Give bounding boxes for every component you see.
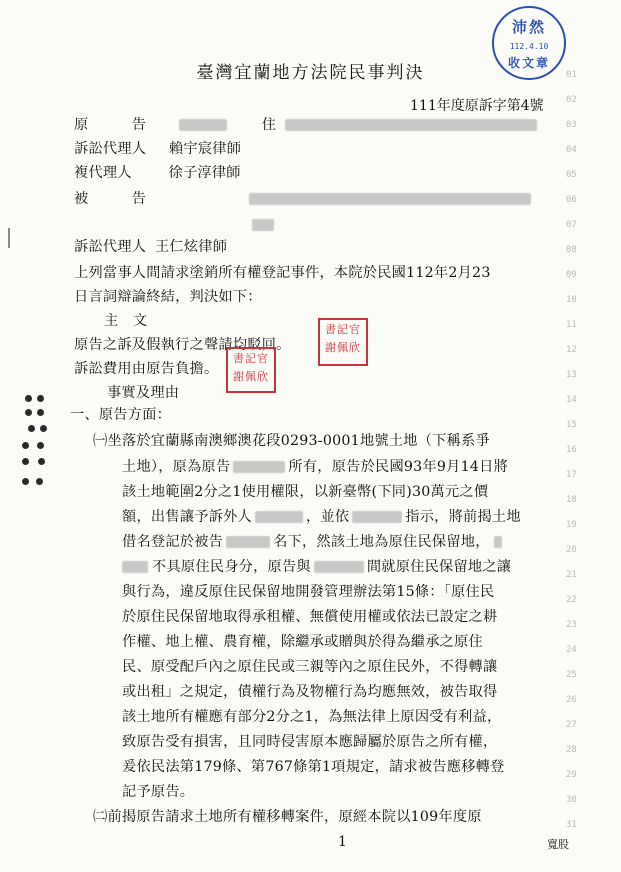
plaintiff-label: 原 告 (74, 117, 147, 133)
line-number: 21 (566, 570, 577, 580)
margin-mark (8, 228, 10, 248)
agent-label: 訴訟代理人 (74, 141, 147, 157)
line-number: 07 (566, 220, 577, 230)
para1-line-9: 作權、地上權、農育權，除繼承或贈與於得為繼承之原住 (122, 634, 483, 650)
defendant-label: 被 告 (74, 191, 147, 207)
page-number: 1 (338, 834, 347, 850)
redacted-name (352, 511, 402, 523)
para1-line-2 (122, 458, 508, 476)
redacted-defendant-line2 (252, 214, 274, 233)
line-number: 23 (566, 620, 577, 630)
para1-line-7: 與行為，違反原住民保留地開發管理辦法第15條：「原住民 (122, 584, 495, 600)
redacted-defendant (249, 193, 531, 205)
defendant-agent-name: 王仁炫律師 (154, 239, 228, 255)
line-number: 28 (566, 745, 577, 755)
facts-heading: 事實及理由 (107, 385, 180, 401)
line-number: 19 (566, 520, 577, 530)
line-number: 11 (566, 320, 577, 330)
intro-line-2: 日言詞辯論終結，判決如下： (74, 289, 262, 305)
line-number: 18 (566, 495, 577, 505)
para1-line-1: ㈠坐落於宜蘭縣南澳鄉澳花段0293-0001地號土地（下稱系爭 (93, 433, 490, 449)
redacted-name (226, 536, 270, 548)
seal-title: 書記官 (233, 352, 269, 365)
para1-text: 土地），原為原告 (122, 459, 231, 475)
sub-agent-label: 複代理人 (74, 165, 132, 181)
line-number: 04 (566, 145, 577, 155)
intro-line-1: 上列當事人間請求塗銷所有權登記事件，本院於民國112年2月23 (74, 265, 491, 281)
para1-text: 指示，將前揭土地 (405, 509, 521, 525)
line-number: 16 (566, 445, 577, 455)
para1-line-11: 或出租」之規定，債權行為及物權行為均應無效，被告取得 (122, 684, 498, 700)
section-heading: 一、原告方面： (70, 407, 172, 423)
para1-text: 額，出售讓予訴外人 (122, 509, 252, 525)
para1-text: ，並依 (305, 509, 350, 525)
defendant-agent-label: 訴訟代理人 (74, 239, 147, 255)
para1-line-6 (122, 558, 511, 576)
redacted-name (494, 536, 502, 548)
line-number: 10 (566, 295, 577, 305)
main-text-2: 訴訟費用由原告負擔。 (74, 361, 219, 377)
line-number: 27 (566, 720, 577, 730)
stamp-label: 收文章 (507, 56, 550, 70)
para1-text: 名下，然該土地為原住民保留地， (273, 534, 490, 550)
line-number: 01 (566, 70, 577, 80)
seal-name: 謝佩欣 (233, 370, 269, 383)
sub-agent-name: 徐子淳律師 (168, 165, 241, 181)
para1-text: 所有，原告於民國93年9月14日將 (288, 459, 509, 475)
para2-line-1: ㈡前揭原告請求土地所有權移轉案件，原經本院以109年度原 (93, 809, 482, 825)
line-number: 22 (566, 595, 577, 605)
line-number: 15 (566, 420, 577, 430)
line-number: 05 (566, 170, 577, 180)
line-number: 14 (566, 395, 577, 405)
para1-text: 間就原住民保留地之讓 (366, 559, 512, 575)
line-number: 31 (566, 820, 577, 830)
para1-line-5 (122, 533, 502, 551)
main-heading: 主 文 (104, 313, 148, 329)
line-number: 17 (566, 470, 577, 480)
stamp-date: 112.4.10 (509, 42, 549, 51)
para1-line-3: 該土地範圍2分之1使用權限，以新臺幣(下同)30萬元之價 (122, 484, 489, 500)
para1-line-13: 致原告受有損害，且同時侵害原本應歸屬於原告之所有權， (122, 734, 498, 750)
agent-name: 賴宇宸律師 (168, 141, 242, 157)
main-text-1: 原告之訴及假執行之聲請均駁回。 (74, 337, 291, 353)
plaintiff-row (74, 116, 537, 134)
seal-name: 謝佩欣 (325, 341, 361, 354)
line-number: 09 (566, 270, 577, 280)
agent-row (74, 140, 241, 158)
document-title: 臺灣宜蘭地方法院民事判決 (196, 63, 425, 83)
seal-title: 書記官 (325, 323, 361, 336)
line-number: 08 (566, 245, 577, 255)
para1-line-12: 該土地所有權應有部分2分之1，為無法律上原因受有利益， (122, 709, 502, 725)
redacted-plaintiff-name (179, 119, 227, 131)
defendant-row (74, 190, 531, 208)
para1-text: 借名登記於被告 (122, 534, 224, 550)
redacted-name (233, 461, 285, 473)
address-label: 住 (261, 117, 277, 133)
redacted-address (285, 119, 537, 131)
line-number: 24 (566, 645, 577, 655)
redacted-name (314, 561, 364, 573)
line-number: 30 (566, 795, 577, 805)
line-number: 20 (566, 545, 577, 555)
case-number: 111年度原訴字第4號 (410, 98, 544, 114)
defendant-agent-row (74, 238, 227, 256)
sub-agent-row (74, 164, 241, 182)
line-number: 26 (566, 695, 577, 705)
para1-line-14: 爰依民法第179條、第767條第1項規定，請求被告應移轉登 (122, 759, 505, 775)
para1-text: 不具原住民身分，原告與 (152, 559, 311, 575)
line-number: 29 (566, 770, 577, 780)
redacted-name (122, 561, 148, 573)
line-number: 02 (566, 95, 577, 105)
para1-line-8: 於原住民保留地取得承租權、無償使用權或依法已設定之耕 (122, 609, 498, 625)
line-number: 03 (566, 120, 577, 130)
line-number: 12 (566, 345, 577, 355)
line-number: 06 (566, 195, 577, 205)
para1-line-15: 記予原告。 (122, 784, 195, 800)
para1-line-10: 民、原受配戶內之原住民或三親等內之原住民外，不得轉讓 (122, 659, 498, 675)
line-number: 25 (566, 670, 577, 680)
clerk-seal (226, 347, 276, 393)
para1-line-4 (122, 508, 521, 526)
clerk-seal (318, 318, 368, 366)
line-number: 13 (566, 370, 577, 380)
stamp-name: 沛然 (511, 18, 546, 36)
redacted-name (255, 511, 303, 523)
division-label: 寬股 (547, 838, 569, 851)
